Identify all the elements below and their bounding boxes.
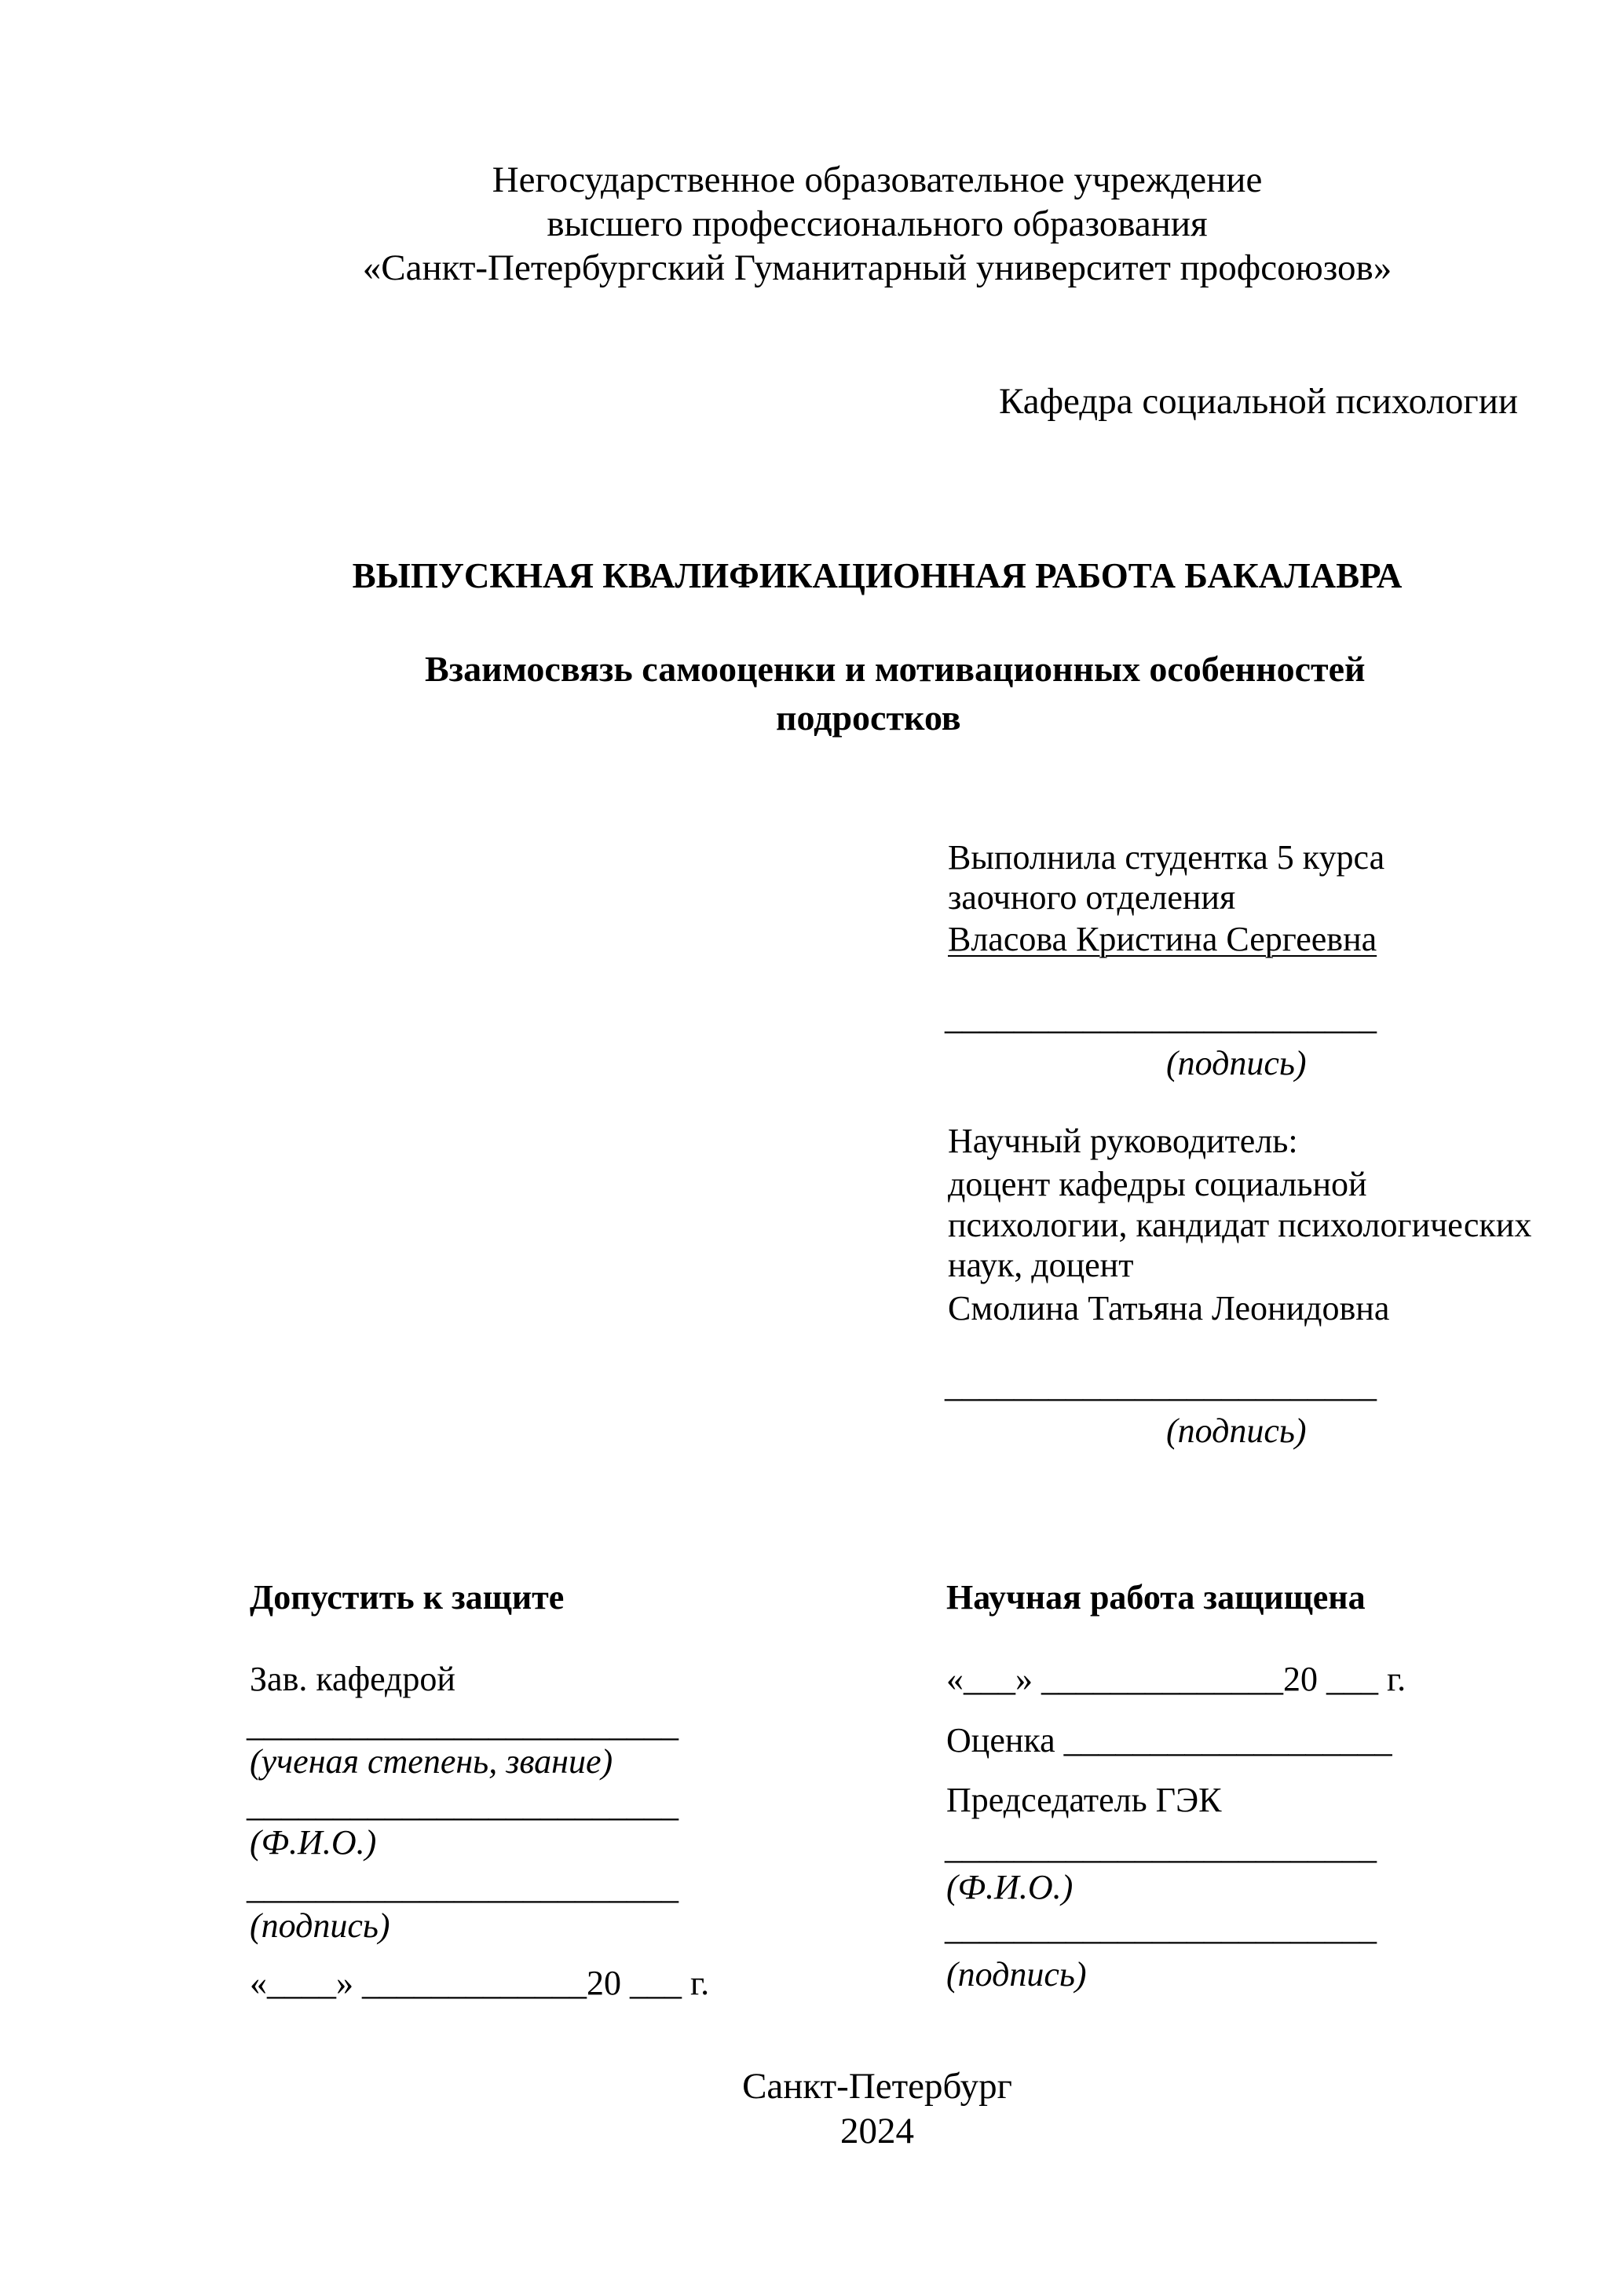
chair-signature-label: (подпись)	[946, 1955, 1087, 1994]
student-signature-label: (подпись)	[1166, 1044, 1307, 1082]
work-title: ВЫПУСКНАЯ КВАЛИФИКАЦИОННАЯ РАБОТА БАКАЛАВРА	[352, 556, 1403, 595]
subtitle-line-2: подростков	[776, 698, 961, 738]
chair-signature-line: _________________________	[945, 1909, 1377, 1947]
admit-date: «____» _____________20 ___ г.	[250, 1964, 710, 2002]
admit-heading: Допустить к защите	[250, 1578, 565, 1617]
institution-line-3: «Санкт-Петербургский Гуманитарный университет профсоюзов»	[362, 247, 1392, 288]
institution-line-2: высшего профессионального образования	[547, 203, 1208, 244]
subtitle-line-1: Взаимосвязь самооценки и мотивационных особенностей	[425, 649, 1366, 689]
supervisor-name: Смолина Татьяна Леонидовна	[948, 1289, 1390, 1327]
supervisor-line-2: доцент кафедры социальной	[948, 1165, 1367, 1203]
student-line-2: заочного отделения	[948, 878, 1236, 917]
defended-heading: Научная работа защищена	[946, 1578, 1366, 1617]
degree-line: _________________________	[247, 1705, 678, 1744]
supervisor-line-4: наук, доцент	[948, 1246, 1134, 1284]
head-of-department: Зав. кафедрой	[250, 1660, 455, 1698]
student-signature-line: _________________________	[945, 998, 1377, 1037]
defended-date: «___» ______________20 ___ г.	[946, 1660, 1406, 1698]
name-line: _________________________	[247, 1785, 678, 1824]
name-label: (Ф.И.О.)	[250, 1823, 377, 1862]
supervisor-signature-label: (подпись)	[1166, 1412, 1307, 1450]
commission-chair: Председатель ГЭК	[946, 1781, 1222, 1819]
degree-label: (ученая степень, звание)	[250, 1742, 613, 1781]
student-line-1: Выполнила студентка 5 курса	[948, 838, 1385, 877]
chair-name-label: (Ф.И.О.)	[946, 1868, 1074, 1906]
chair-name-line: _________________________	[945, 1828, 1377, 1866]
grade: Оценка ___________________	[946, 1721, 1392, 1760]
student-name: Власова Кристина Сергеевна	[948, 920, 1377, 958]
year: 2024	[840, 2111, 914, 2151]
signature-line: _________________________	[247, 1868, 678, 1906]
department: Кафедра социальной психологии	[999, 381, 1518, 422]
signature-label: (подпись)	[250, 1906, 390, 1945]
supervisor-line-1: Научный руководитель:	[948, 1122, 1298, 1160]
supervisor-line-3: психологии, кандидат психологических	[948, 1206, 1532, 1244]
city: Санкт-Петербург	[742, 2066, 1012, 2107]
supervisor-signature-line: _________________________	[945, 1366, 1377, 1404]
institution-line-1: Негосударственное образовательное учреждение	[492, 159, 1263, 200]
